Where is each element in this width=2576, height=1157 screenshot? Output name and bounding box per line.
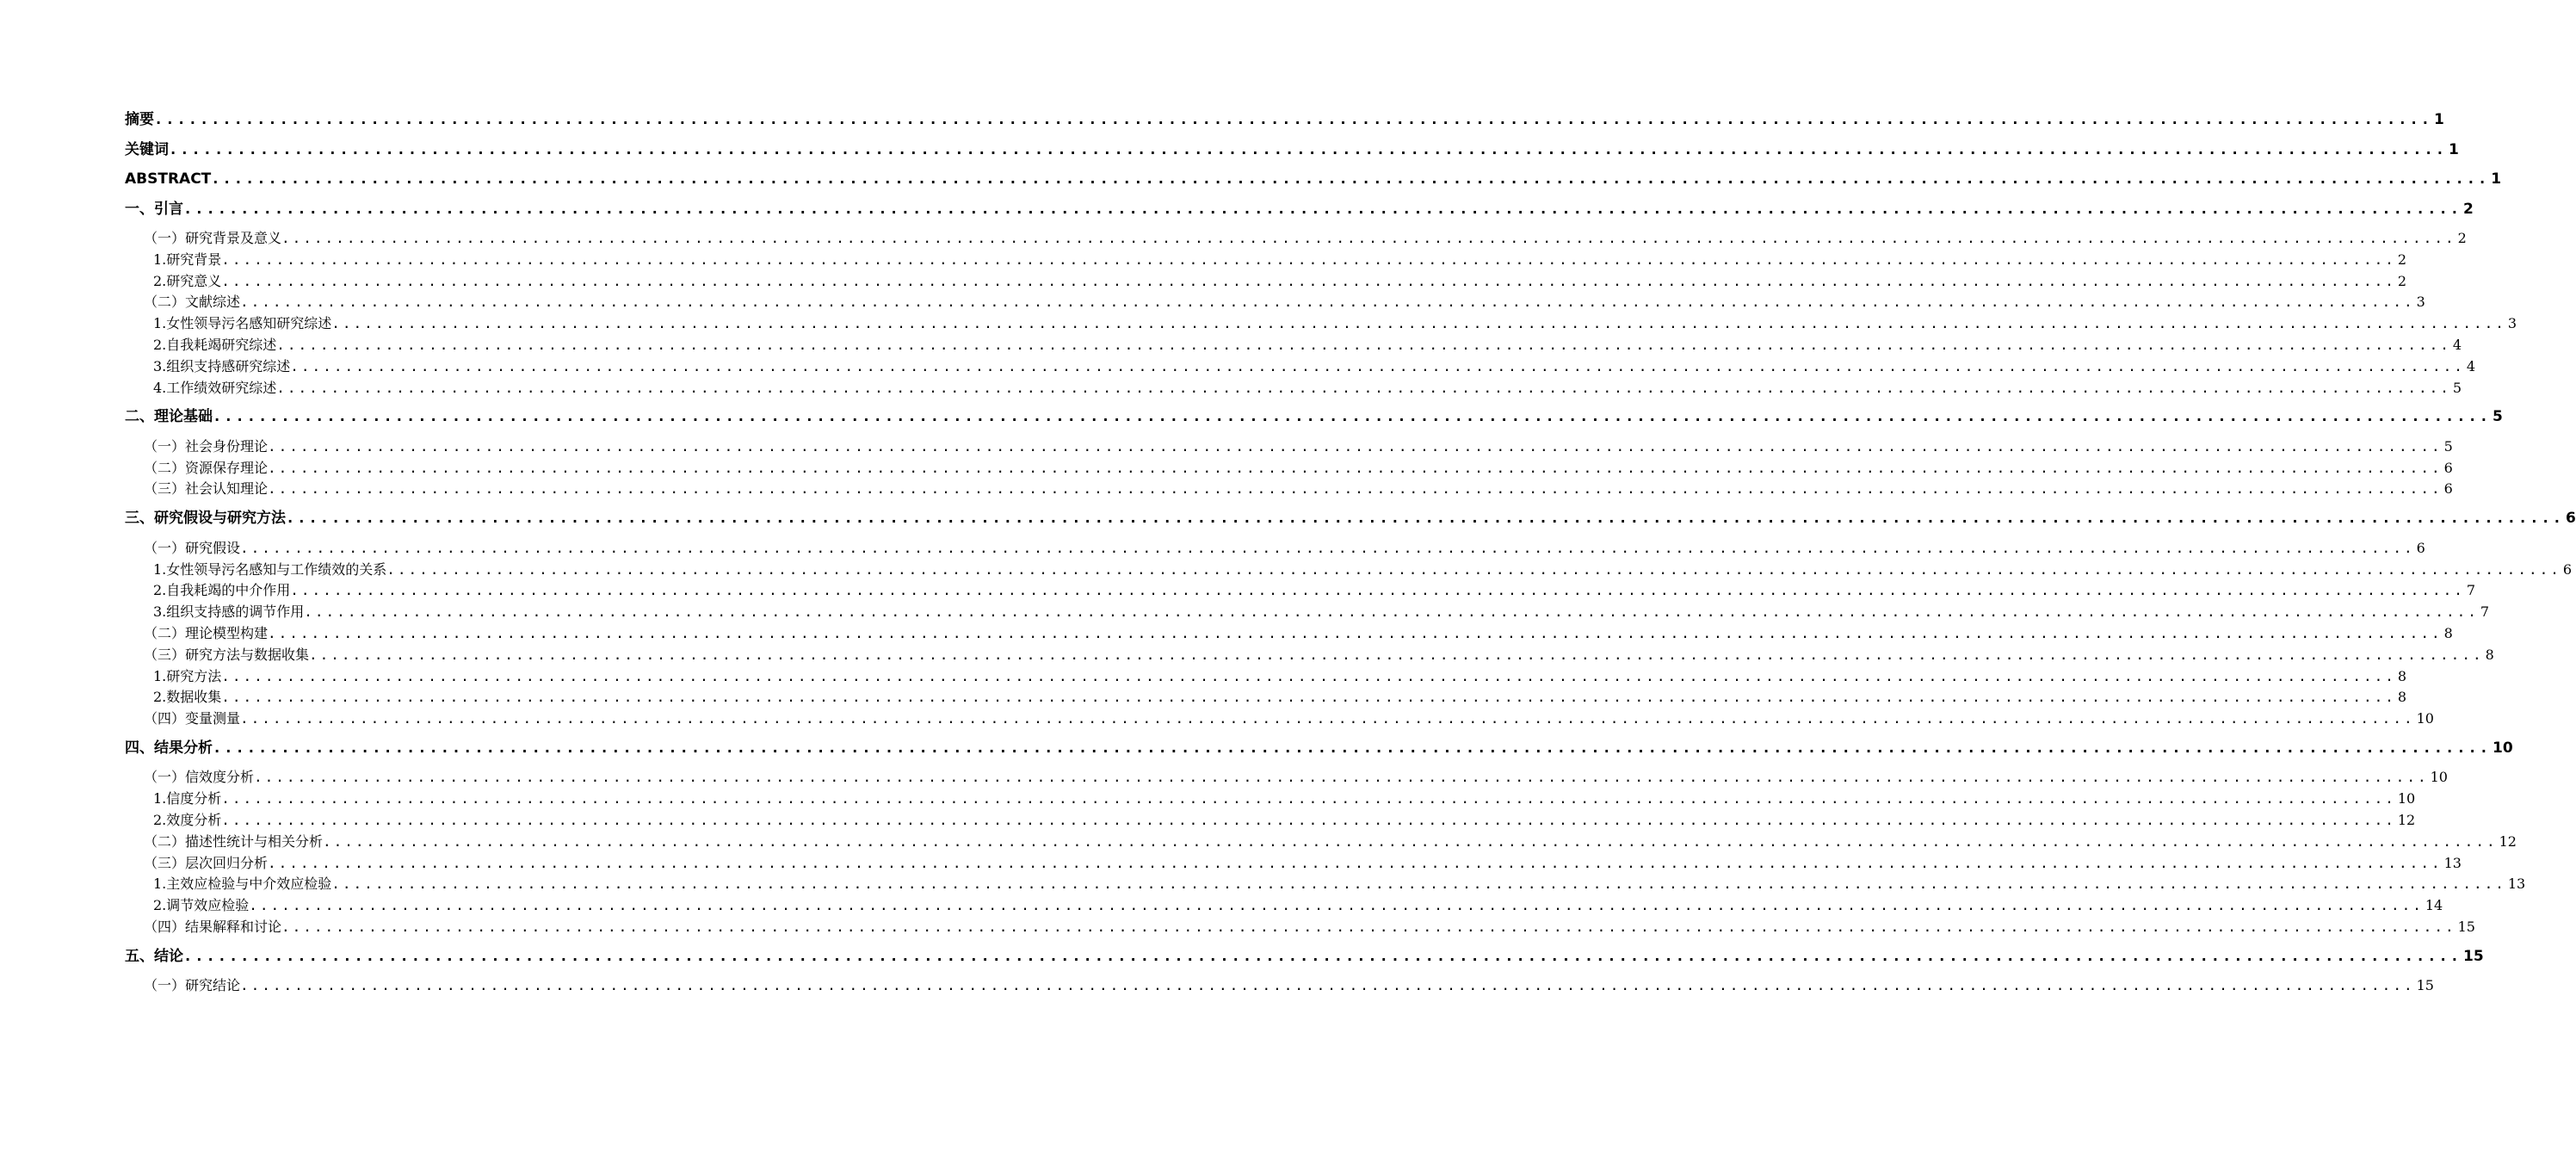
toc-entry-page: 6: [2565, 510, 2576, 528]
toc-entry[interactable]: [125, 874, 2526, 895]
toc-entry-page: 2: [2462, 200, 2474, 218]
toc-entry-title: 摘要: [125, 111, 154, 128]
toc-entry[interactable]: [125, 602, 2490, 623]
toc-leader-dots: ........................................................................................................................................................................................................: [240, 539, 2415, 556]
toc-entry-page: 13: [2507, 875, 2526, 893]
toc-entry-page: 10: [2430, 769, 2448, 786]
toc-entry[interactable]: [125, 738, 2513, 768]
toc-entry-page: 7: [2480, 603, 2490, 621]
toc-entry-title: （一）研究假设: [144, 539, 241, 556]
toc-entry-page: 15: [2457, 919, 2475, 936]
toc-entry-title: 1.主效应检验与中介效应检验: [153, 875, 332, 893]
toc-entry-page: 13: [2443, 854, 2462, 871]
toc-entry[interactable]: [125, 538, 2425, 560]
toc-leader-dots: ........................................................................................................................................................................................................: [221, 689, 2396, 706]
toc-entry-title: 1.女性领导污名感知与工作绩效的关系: [153, 560, 387, 578]
toc-entry-title: 3.组织支持感研究综述: [153, 357, 291, 374]
toc-entry-title: 二、理论基础: [125, 408, 213, 426]
toc-entry-page: 5: [2452, 379, 2462, 396]
toc-entry[interactable]: [125, 436, 2453, 458]
toc-leader-dots: ........................................................................................................................................................................................................: [183, 947, 2462, 965]
toc-entry-title: 2.自我耗竭研究综述: [153, 336, 277, 353]
toc-entry-page: 10: [2416, 710, 2434, 727]
toc-leader-dots: ........................................................................................................................................................................................................: [254, 769, 2429, 786]
toc-entry-page: 15: [2462, 947, 2484, 965]
toc-entry-title: 1.女性领导污名感知研究综述: [153, 315, 332, 332]
toc-entry-title: （二）理论模型构建: [144, 624, 269, 641]
toc-entry-page: 7: [2466, 582, 2476, 599]
toc-entry[interactable]: [125, 228, 2467, 250]
toc-entry[interactable]: [125, 895, 2443, 917]
toc-entry[interactable]: [125, 356, 2476, 378]
toc-leader-dots: ........................................................................................................................................................................................................: [240, 710, 2415, 727]
toc-entry[interactable]: [125, 458, 2453, 480]
toc-entry-title: 1.研究方法: [153, 667, 222, 684]
toc-entry[interactable]: [125, 687, 2407, 708]
toc-entry-title: （一）研究背景及意义: [144, 230, 282, 246]
toc-entry[interactable]: [125, 169, 2502, 199]
toc-entry-title: 五、结论: [125, 947, 183, 965]
toc-entry-page: 2: [2397, 251, 2407, 268]
toc-entry[interactable]: [125, 623, 2453, 645]
toc-entry-page: 1: [2448, 140, 2459, 158]
toc-entry[interactable]: [125, 645, 2494, 666]
toc-leader-dots: ........................................................................................................................................................................................................: [386, 560, 2561, 578]
toc-entry[interactable]: [125, 109, 2444, 139]
toc-entry-title: 4.工作绩效研究综述: [153, 379, 277, 396]
toc-leader-dots: ........................................................................................................................................................................................................: [304, 603, 2479, 621]
toc-entry-page: 4: [2452, 336, 2462, 353]
toc-entry-title: （二）描述性统计与相关分析: [144, 832, 324, 850]
toc-entry-page: 6: [2416, 539, 2425, 556]
toc-leader-dots: ........................................................................................................................................................................................................: [276, 336, 2451, 353]
toc-entry-page: 6: [2443, 480, 2453, 498]
toc-entry-title: （一）研究结论: [144, 977, 241, 994]
toc-entry-title: 2.效度分析: [153, 812, 222, 829]
toc-leader-dots: ........................................................................................................................................................................................................: [221, 790, 2396, 807]
toc-leader-dots: ........................................................................................................................................................................................................: [331, 315, 2506, 332]
toc-entry-title: 3.组织支持感的调节作用: [153, 603, 305, 621]
toc-entry-page: 5: [2492, 408, 2503, 426]
toc-entry[interactable]: [125, 313, 2517, 335]
toc-leader-dots: ........................................................................................................................................................................................................: [268, 854, 2443, 871]
toc-entry-title: （四）变量测量: [144, 710, 241, 727]
toc-entry-title: 四、结果分析: [125, 739, 213, 757]
toc-entry-page: 3: [2416, 294, 2425, 311]
toc-entry-page: 12: [2499, 832, 2517, 850]
toc-entry[interactable]: [125, 199, 2474, 229]
toc-entry[interactable]: [125, 917, 2475, 938]
toc-leader-dots: ........................................................................................................................................................................................................: [331, 875, 2506, 893]
toc-leader-dots: ........................................................................................................................................................................................................: [154, 111, 2432, 128]
toc-entry-page: 4: [2466, 357, 2476, 374]
toc-entry-title: 2.数据收集: [153, 689, 222, 706]
toc-entry-page: 10: [2397, 790, 2416, 807]
toc-entry-page: 14: [2425, 897, 2443, 914]
toc-leader-dots: ........................................................................................................................................................................................................: [290, 357, 2465, 374]
toc-leader-dots: ........................................................................................................................................................................................................: [221, 251, 2396, 268]
toc-entry[interactable]: [125, 378, 2462, 399]
toc-leader-dots: ........................................................................................................................................................................................................: [290, 582, 2465, 599]
table-of-contents: [125, 109, 2576, 997]
toc-entry[interactable]: [125, 479, 2453, 500]
toc-leader-dots: ........................................................................................................................................................................................................: [281, 230, 2456, 246]
toc-entry-title: 关键词: [125, 140, 169, 158]
toc-entry-page: 2: [2397, 272, 2407, 289]
toc-entry-title: （四）结果解释和讨论: [144, 919, 282, 936]
toc-entry-title: 2.研究意义: [153, 272, 222, 289]
toc-entry-page: 15: [2416, 977, 2434, 994]
toc-entry-page: 10: [2492, 739, 2513, 757]
toc-entry-title: 2.自我耗竭的中介作用: [153, 582, 291, 599]
toc-entry[interactable]: [125, 508, 2576, 538]
toc-entry-page: 6: [2562, 560, 2573, 578]
toc-entry-title: 1.研究背景: [153, 251, 222, 268]
toc-entry-title: 2.调节效应检验: [153, 897, 250, 914]
toc-entry-page: 3: [2507, 315, 2517, 332]
toc-leader-dots: ........................................................................................................................................................................................................: [213, 408, 2491, 426]
toc-leader-dots: ........................................................................................................................................................................................................: [268, 624, 2443, 641]
toc-leader-dots: ........................................................................................................................................................................................................: [249, 897, 2424, 914]
toc-entry[interactable]: [125, 767, 2448, 789]
toc-leader-dots: ........................................................................................................................................................................................................: [211, 170, 2490, 188]
toc-entry-title: 1.信度分析: [153, 790, 222, 807]
toc-leader-dots: ........................................................................................................................................................................................................: [268, 459, 2443, 476]
toc-leader-dots: ........................................................................................................................................................................................................: [240, 294, 2415, 311]
toc-entry-title: （三）研究方法与数据收集: [144, 646, 310, 663]
toc-entry[interactable]: [125, 975, 2434, 997]
toc-entry[interactable]: [125, 580, 2476, 602]
toc-leader-dots: ........................................................................................................................................................................................................: [213, 739, 2491, 757]
toc-leader-dots: ........................................................................................................................................................................................................: [276, 379, 2451, 396]
toc-entry[interactable]: [125, 335, 2462, 356]
toc-entry-page: 1: [2491, 170, 2502, 188]
toc-entry[interactable]: [125, 708, 2434, 730]
toc-leader-dots: ........................................................................................................................................................................................................: [281, 919, 2456, 936]
toc-entry-page: 6: [2443, 459, 2453, 476]
toc-entry-title: （三）层次回归分析: [144, 854, 269, 871]
toc-leader-dots: ........................................................................................................................................................................................................: [221, 667, 2396, 684]
toc-entry[interactable]: [125, 250, 2407, 271]
toc-entry[interactable]: [125, 832, 2517, 853]
toc-entry-page: 8: [2485, 646, 2494, 663]
toc-leader-dots: ........................................................................................................................................................................................................: [309, 646, 2484, 663]
toc-entry-title: 三、研究假设与研究方法: [125, 510, 286, 528]
toc-entry-page: 5: [2443, 437, 2453, 455]
toc-leader-dots: ........................................................................................................................................................................................................: [268, 437, 2443, 455]
toc-entry[interactable]: [125, 271, 2407, 293]
toc-entry[interactable]: [125, 560, 2573, 581]
toc-entry-page: 12: [2397, 812, 2416, 829]
toc-entry[interactable]: [125, 292, 2425, 313]
toc-entry[interactable]: [125, 139, 2459, 170]
toc-leader-dots: ........................................................................................................................................................................................................: [169, 140, 2447, 158]
toc-leader-dots: ........................................................................................................................................................................................................: [286, 510, 2564, 528]
toc-entry[interactable]: [125, 666, 2407, 688]
toc-entry-page: 8: [2397, 667, 2407, 684]
toc-entry-title: （一）社会身份理论: [144, 437, 269, 455]
toc-leader-dots: ........................................................................................................................................................................................................: [240, 977, 2415, 994]
toc-entry-page: 1: [2433, 111, 2444, 128]
toc-entry[interactable]: [125, 406, 2503, 436]
toc-entry-title: （一）信效度分析: [144, 769, 255, 786]
toc-entry-title: （二）资源保存理论: [144, 459, 269, 476]
toc-leader-dots: ........................................................................................................................................................................................................: [221, 812, 2396, 829]
toc-entry[interactable]: [125, 810, 2416, 832]
toc-entry-title: 一、引言: [125, 200, 183, 218]
toc-leader-dots: ........................................................................................................................................................................................................: [221, 272, 2396, 289]
toc-entry-title: （三）社会认知理论: [144, 480, 269, 498]
toc-entry-title: （二）文献综述: [144, 294, 241, 311]
toc-leader-dots: ........................................................................................................................................................................................................: [268, 480, 2443, 498]
toc-entry-page: 8: [2443, 624, 2453, 641]
toc-entry-page: 2: [2457, 230, 2467, 246]
toc-entry[interactable]: [125, 946, 2484, 976]
toc-entry-title: ABSTRACT: [125, 170, 212, 188]
toc-entry[interactable]: [125, 789, 2416, 810]
toc-entry-page: 8: [2397, 689, 2407, 706]
toc-leader-dots: ........................................................................................................................................................................................................: [323, 832, 2498, 850]
toc-entry[interactable]: [125, 853, 2462, 875]
toc-leader-dots: ........................................................................................................................................................................................................: [183, 200, 2462, 218]
